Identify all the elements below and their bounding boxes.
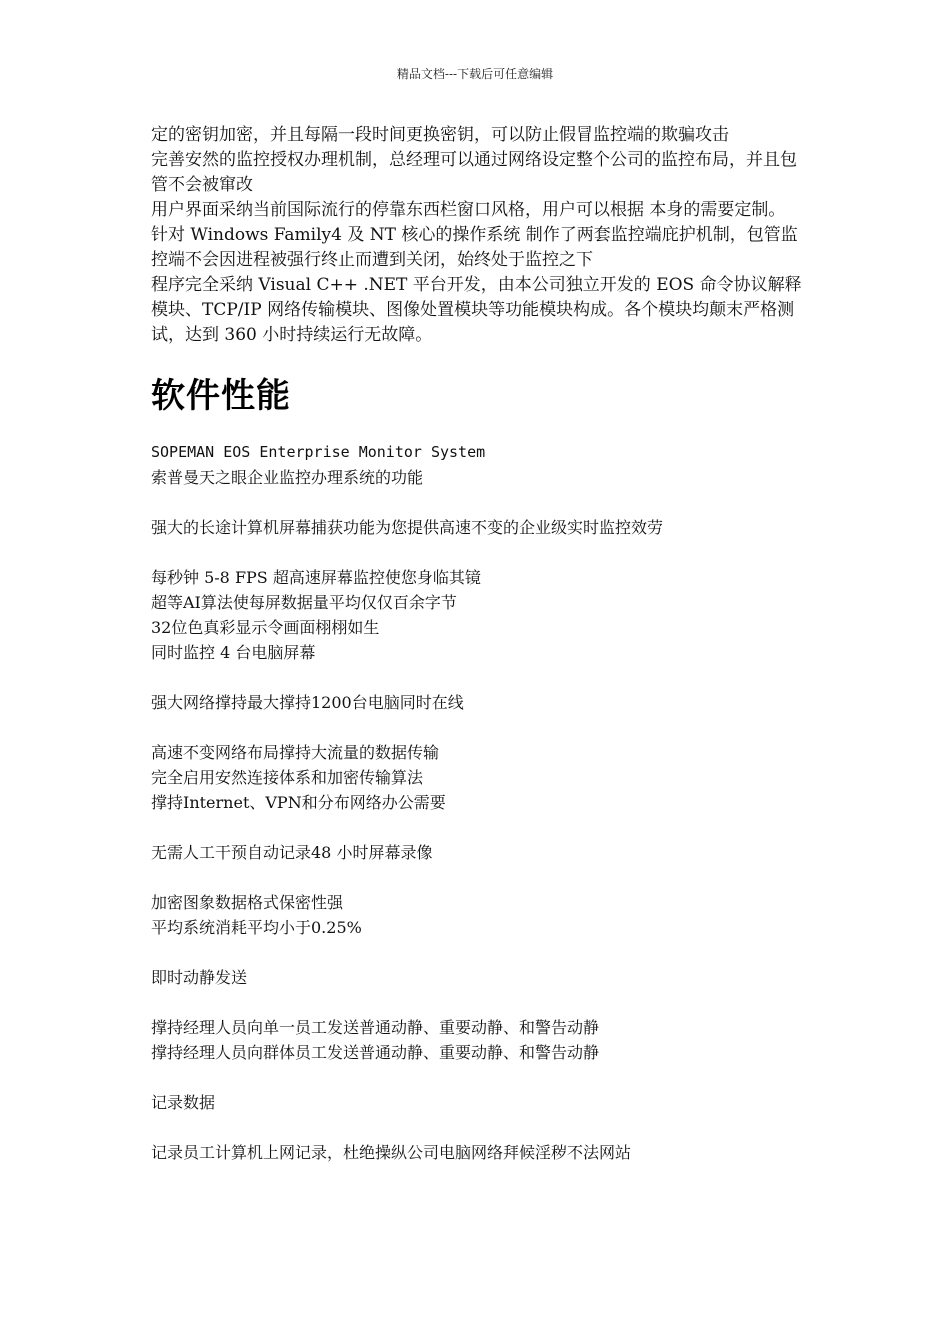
blank-line (151, 865, 806, 890)
feature-line: 32位色真彩显示令画面栩栩如生 (151, 618, 380, 637)
blank-line (151, 990, 806, 1015)
intro-paragraph: 完善安然的监控授权办理机制，总经理可以通过网络设定整个公司的监控布局，并且包管不会被窜改 (151, 150, 797, 195)
intro-paragraph: 定的密钥加密，并且每隔一段时间更换密钥，可以防止假冒监控端的欺骗攻击 (151, 125, 729, 145)
section-title: 软件性能 (151, 376, 291, 416)
page-header: 精品文档---下载后可任意编辑 (396, 67, 554, 81)
feature-line: 每秒钟 5-8 FPS 超高速屏幕监控使您身临其镜 (151, 568, 481, 587)
feature-line: 撑持Internet、VPN和分布网络办公需要 (151, 793, 446, 812)
blank-line (151, 490, 806, 515)
blank-line (151, 540, 806, 565)
feature-line: 超等AI算法使每屏数据量平均仅仅百余字节 (151, 593, 457, 612)
blank-line (151, 940, 806, 965)
blank-line (151, 665, 806, 690)
blank-line (151, 1115, 806, 1140)
feature-line: 完全启用安然连接体系和加密传输算法 (151, 768, 424, 787)
feature-line: 同时监控 4 台电脑屏幕 (151, 643, 316, 662)
intro-paragraph: 用户界面采纳当前国际流行的停靠东西栏窗口风格，用户可以根据 本身的需要定制。 (151, 200, 786, 220)
feature-line: 平均系统消耗平均小于0.25% (151, 918, 362, 937)
intro-paragraph: 程序完全采纳 Visual C++ .NET 平台开发，由本公司独立开发的 EOS 命令协议解释模块、TCP/IP 网络传输模块、图像处置模块等功能模块构成。各个模块均颠末严格测试，达到 360 小时持续运行无故障。 (151, 275, 802, 345)
feature-list (151, 440, 806, 1165)
feature-line: 记录员工计算机上网记录，杜绝操纵公司电脑网络拜候淫秽不法网站 (151, 1143, 632, 1162)
feature-heading: 记录数据 (151, 1093, 216, 1112)
intro-section (151, 123, 806, 348)
feature-line: 索普曼天之眼企业监控办理系统的功能 (151, 468, 424, 487)
blank-line (151, 715, 806, 740)
feature-line: 强大网络撑持最大撑持1200台电脑同时在线 (151, 693, 464, 712)
document-content (151, 123, 806, 1165)
intro-paragraph: 针对 Windows Family4 及 NT 核心的操作系统 制作了两套监控端庇护机制，包管监控端不会因进程被强行终止而遭到关闭，始终处于监控之下 (151, 225, 798, 270)
feature-line: 撑持经理人员向群体员工发送普通动静、重要动静、和警告动静 (151, 1043, 600, 1062)
feature-line: 无需人工干预自动记录48 小时屏幕录像 (151, 843, 433, 862)
feature-line: 加密图象数据格式保密性强 (151, 893, 344, 912)
feature-line: 撑持经理人员向单一员工发送普通动静、重要动静、和警告动静 (151, 1018, 600, 1037)
product-name-line: SOPEMAN EOS Enterprise Monitor System (151, 443, 486, 461)
feature-line: 高速不变网络布局撑持大流量的数据传输 (151, 743, 440, 762)
feature-heading: 即时动静发送 (151, 968, 248, 987)
blank-line (151, 1065, 806, 1090)
feature-line: 强大的长途计算机屏幕捕获功能为您提供高速不变的企业级实时监控效劳 (151, 518, 664, 537)
blank-line (151, 815, 806, 840)
